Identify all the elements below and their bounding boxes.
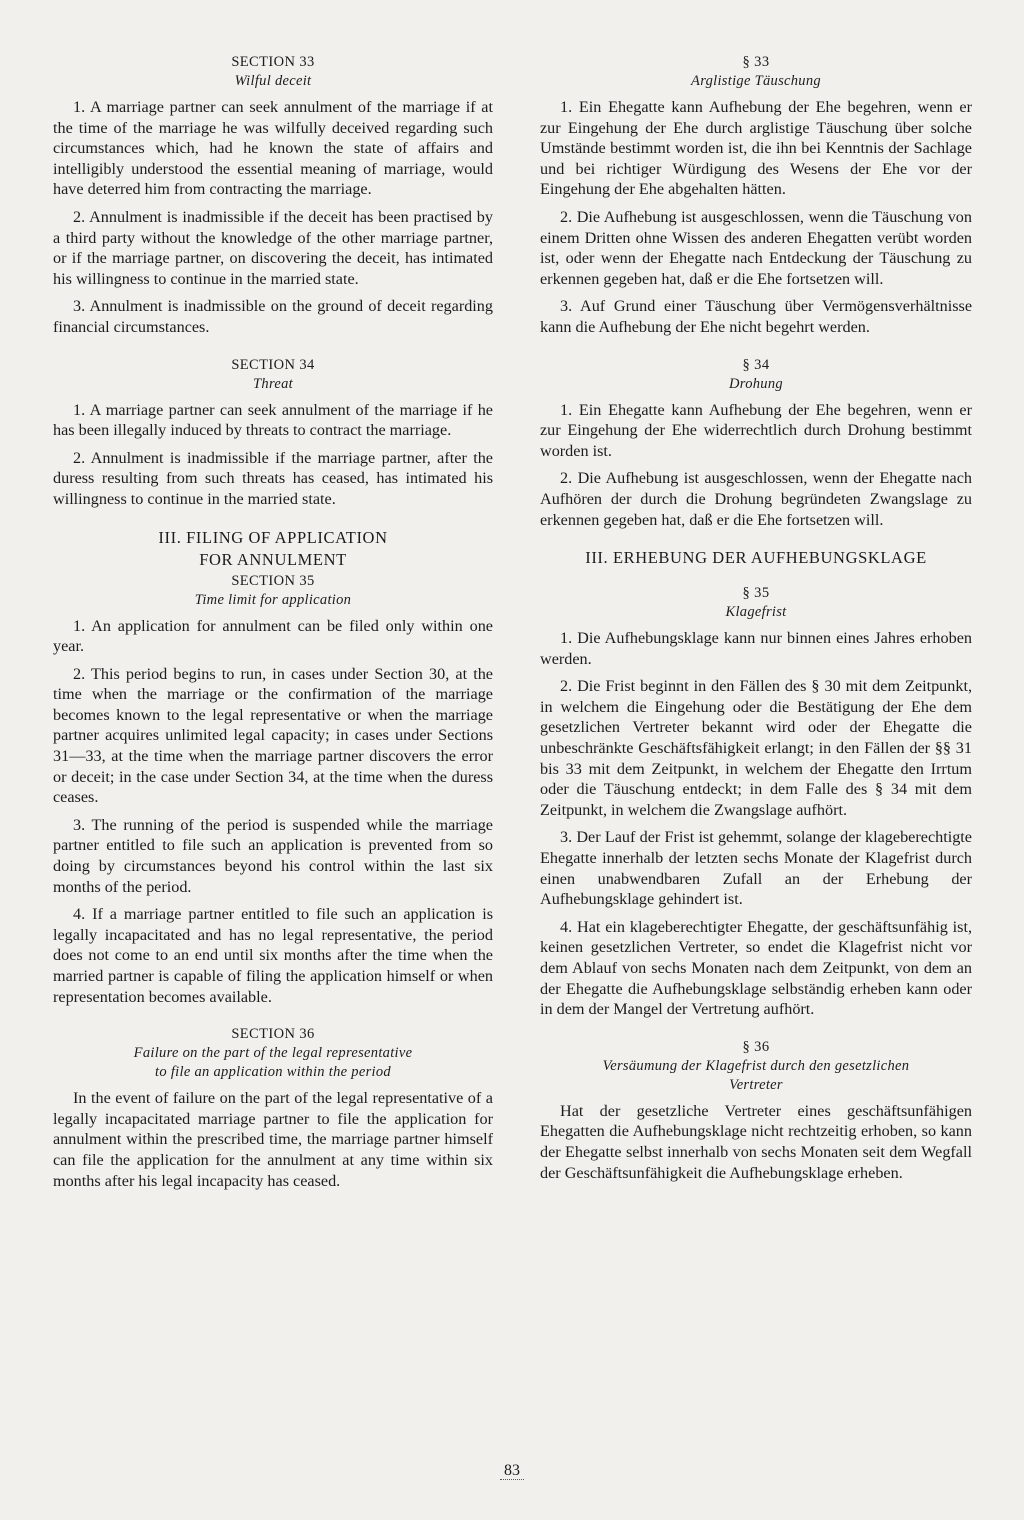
section-33-heading: SECTION 33 — [231, 54, 315, 70]
section-35-para-2: 2. This period begins to run, in cases under Section 30, at the time when the marriage or the confirmation of the marriage becomes known to the legal representative or when the marriage partner acquires unlimited legal capacity; in cases under Sections 31—33, at the time when the marriage partner discovers the error or deceit; in the case under Section 34, at the time when the duress ceases. — [53, 664, 493, 807]
paragraph-35-para-2: 2. Die Frist beginnt in den Fällen des § 30 mit dem Zeitpunkt, in welchem die Eingehung oder die Bestätigung der Ehe dem gesetzlichen Vertreter bekannt wird oder der Ehegatte die unbeschränkte Geschäftsfähigkeit erlangt; in den Fällen der §§ 31 bis 33 mit dem Zeitpunkt, in welchem der Ehegatte den Irrtum oder die Täuschung entdeckt; in dem Falle des § 34 mit dem Zeitpunkt, in welchem die Zwangslage aufhört. — [540, 677, 972, 819]
section-33-para-3: 3. Annulment is inadmissible on the ground of deceit regarding financial circumstances. — [53, 297, 493, 336]
section-33-para-1: 1. A marriage partner can seek annulment of the marriage if at the time of the marriage he was wilfully deceived regarding such circumstances which, had he known the state of affairs and intelligibly understood the essential meaning of marriage, would have deterred him from contracting the marriage. — [53, 98, 493, 199]
paragraph-36-para-1: Hat der gesetzliche Vertreter eines geschäftsunfähigen Ehegatten die Aufhebungsklage nicht rechtzeitig erhoben, so kann der Ehegatte selbst innerhalb von sechs Monaten seit dem Wegfall der Geschäftsunfähigkeit die Aufhebungsklage erheben. — [540, 1101, 972, 1182]
section-34-title: Threat — [253, 375, 293, 392]
english-column — [53, 52, 493, 1198]
paragraph-35-para-3: 3. Der Lauf der Frist ist gehemmt, solange der klageberechtigte Ehegatte innerhalb der letzten sechs Monate der Klagefrist durch einen unabwendbaren Zufall an der Erhebung der Aufhebungsklage gehindert ist. — [540, 828, 972, 909]
section-35-para-4: 4. If a marriage partner entitled to file such an application is legally incapacitated and has no legal representative, the period does not come to an end until six months after the time when the married partner is capable of filing the application himself or when representation becomes available. — [53, 905, 493, 1006]
part-3-heading-german: III. ERHEBUNG DER AUFHEBUNGSKLAGE — [585, 548, 927, 568]
paragraph-34-para-2: 2. Die Aufhebung ist ausgeschlossen, wenn der Ehegatte nach Aufhören der durch die Drohung begründeten Zwangslage zu erkennen gegeben hat, daß er die Ehe fortsetzen will. — [540, 469, 972, 529]
paragraph-34-title: Drohung — [729, 375, 783, 392]
section-36-para-1: In the event of failure on the part of the legal representative of a legally incapacitated marriage partner to file the application for annulment within the prescribed time, the marriage partner himself can file the application for the annulment at any time within six months after his legal incapacity has ceased. — [53, 1089, 493, 1190]
section-35-title: Time limit for application — [194, 591, 352, 608]
paragraph-35-title: Klagefrist — [725, 604, 787, 621]
paragraph-36-heading: § 36 — [742, 1038, 770, 1055]
section-36-heading: SECTION 36 — [231, 1026, 315, 1043]
paragraph-35-heading: § 35 — [742, 585, 770, 602]
section-35-para-1: 1. An application for annulment can be filed only within one year. — [53, 616, 493, 656]
section-36-title-line-1: Failure on the part of the legal representative — [133, 1045, 413, 1062]
section-35-para-3: 3. The running of the period is suspended while the marriage partner entitled to file such an application is prevented from so doing by circumstances beyond his control within the last six months of the period. — [53, 815, 493, 896]
paragraph-33-heading: § 33 — [742, 54, 770, 70]
paragraph-34-heading: § 34 — [742, 356, 770, 373]
page-number — [0, 1462, 1024, 1480]
part-3-heading-line-2: FOR ANNULMENT — [199, 549, 347, 569]
section-35-heading: SECTION 35 — [231, 572, 315, 589]
section-33-para-2: 2. Annulment is inadmissible if the deceit has been practised by a third party without the knowledge of the other marriage partner, or if the marriage partner, on discovering the deceit, has intimated his willingness to continue in the married state. — [53, 207, 493, 288]
page-number-text: 83 — [500, 1462, 524, 1480]
section-34-heading: SECTION 34 — [231, 356, 315, 373]
part-3-heading-line-1: III. FILING OF APPLICATION — [158, 527, 388, 547]
paragraph-33-para-3: 3. Auf Grund einer Täuschung über Vermögensverhältnisse kann die Aufhebung der Ehe nicht begehrt werden. — [540, 297, 972, 336]
paragraph-36-title-line-1: Versäumung der Klagefrist durch den gesetzlichen — [602, 1057, 910, 1074]
paragraph-33-para-2: 2. Die Aufhebung ist ausgeschlossen, wenn die Täuschung von einem Dritten ohne Wissen des anderen Ehegatten verübt worden ist, oder wenn der Ehegatte nach Entdeckung der Täuschung zu erkennen gegeben hat, daß er die Ehe fortsetzen will. — [540, 207, 972, 288]
paragraph-36-title-line-2: Vertreter — [729, 1076, 783, 1093]
section-34-para-1: 1. A marriage partner can seek annulment of the marriage if he has been illegally induced by threats to contract the marriage. — [53, 400, 493, 440]
paragraph-34-para-1: 1. Ein Ehegatte kann Aufhebung der Ehe begehren, wenn er zur Eingehung der Ehe widerrechtlich durch Drohung bestimmt worden ist. — [540, 400, 972, 460]
section-34-para-2: 2. Annulment is inadmissible if the marriage partner, after the duress resulting from such threats has ceased, has intimated his willingness to continue in the married state. — [53, 448, 493, 508]
section-36-title-line-2: to file an application within the period — [155, 1064, 391, 1081]
paragraph-33-title: Arglistige Täuschung — [691, 73, 821, 89]
german-column — [540, 52, 972, 1190]
paragraph-35-para-4: 4. Hat ein klageberechtigter Ehegatte, der geschäftsunfähig ist, keinen gesetzlichen Vertreter, so endet die Klagefrist nicht vor dem Ablauf von sechs Monaten nach dem Zeitpunkt, von dem an der Ehegatte die Aufhebungsklage selbständig erheben kann oder in dem der Mangel der Vertretung aufhört. — [540, 917, 972, 1019]
paragraph-35-para-1: 1. Die Aufhebungsklage kann nur binnen eines Jahres erhoben werden. — [540, 629, 972, 668]
section-33-title: Wilful deceit — [234, 73, 312, 89]
paragraph-33-para-1: 1. Ein Ehegatte kann Aufhebung der Ehe begehren, wenn er zur Eingehung der Ehe durch arglistige Täuschung über solche Umstände bestimmt worden ist, die ihn bei Kenntnis der Sachlage und bei richtiger Würdigung des Wesens der Ehe vor der Eingehung der Ehe abgehalten hätten. — [540, 98, 972, 199]
